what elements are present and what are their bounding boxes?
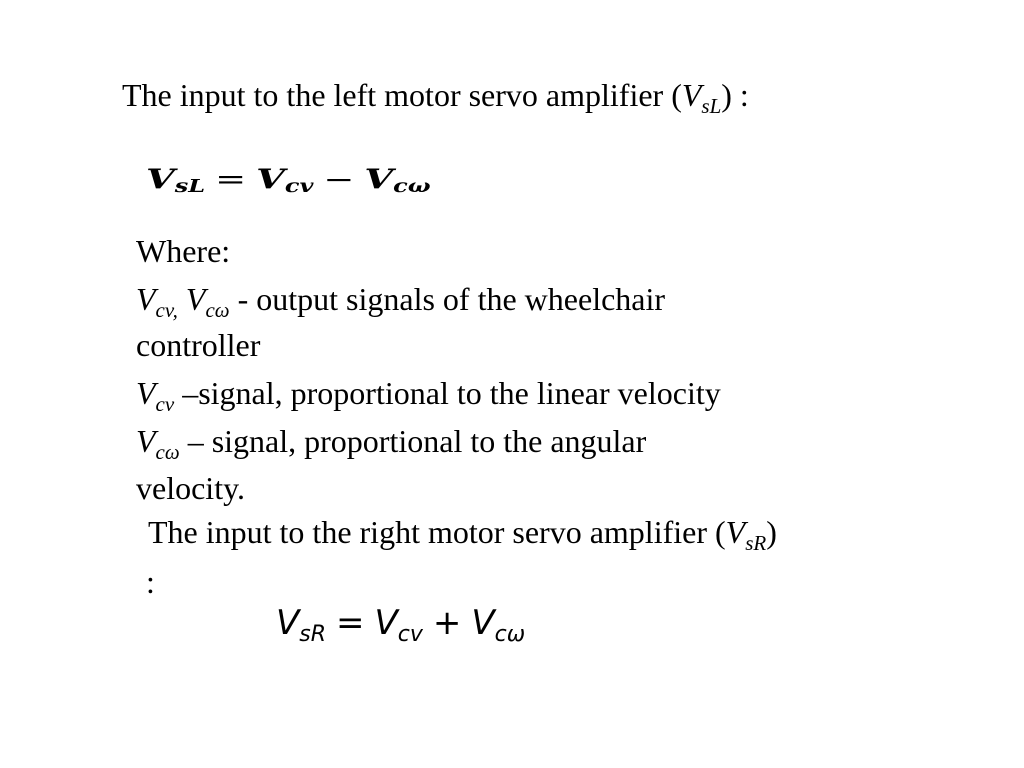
where-line-linear xyxy=(136,374,721,416)
eq-term2-sub: cω xyxy=(393,175,431,197)
var-sub: cv, xyxy=(155,298,178,322)
eq-lhs-var: V xyxy=(276,603,300,643)
where-line-angular-cont: velocity. xyxy=(136,470,245,506)
left-motor-equation xyxy=(146,163,431,197)
heading-subscript: sR xyxy=(745,531,767,555)
right-motor-equation xyxy=(276,603,526,647)
eq-minus: − xyxy=(323,163,355,195)
eq-equals: = xyxy=(336,603,365,643)
var-v: V xyxy=(136,375,156,411)
var-v: V xyxy=(185,281,206,317)
eq-lhs-var: V xyxy=(146,163,175,195)
eq-lhs-sub: sL xyxy=(174,175,206,197)
heading-variable: V xyxy=(681,77,702,113)
where-label: Where: xyxy=(136,233,231,269)
var-sub: cω xyxy=(155,440,180,464)
right-motor-heading-colon: : xyxy=(146,564,155,600)
where-line-signals xyxy=(136,280,666,322)
eq-term1-sub: cv xyxy=(397,622,423,647)
definition-text: – signal, proportional to the angular xyxy=(179,423,647,459)
right-motor-heading xyxy=(148,513,777,555)
where-line-signals-cont: controller xyxy=(136,327,261,363)
eq-term2-var: V xyxy=(364,163,394,195)
eq-term2-var: V xyxy=(471,603,495,643)
where-line-angular xyxy=(136,422,647,464)
heading-text-end: ) xyxy=(766,514,777,550)
heading-text: The input to the right motor servo amplifier ( xyxy=(148,514,726,550)
eq-term2-sub: cω xyxy=(494,622,526,647)
definition-text: - output signals of the wheelchair xyxy=(229,281,666,317)
left-motor-heading xyxy=(122,76,749,118)
eq-term1-var: V xyxy=(374,603,398,643)
var-sub: cω xyxy=(205,298,230,322)
eq-term1-var: V xyxy=(256,163,285,195)
eq-plus: + xyxy=(432,603,462,643)
var-sub: cv xyxy=(155,392,175,416)
definition-text: –signal, proportional to the linear velocity xyxy=(174,375,721,411)
heading-text-end: ) : xyxy=(721,77,749,113)
eq-lhs-sub: sR xyxy=(299,622,327,647)
eq-equals: = xyxy=(215,163,247,195)
var-v: V xyxy=(136,423,156,459)
heading-variable: V xyxy=(725,514,746,550)
heading-text: The input to the left motor servo amplifier ( xyxy=(122,77,682,113)
var-v: V xyxy=(136,281,156,317)
eq-term1-sub: cv xyxy=(284,175,314,197)
heading-subscript: sL xyxy=(701,94,722,118)
